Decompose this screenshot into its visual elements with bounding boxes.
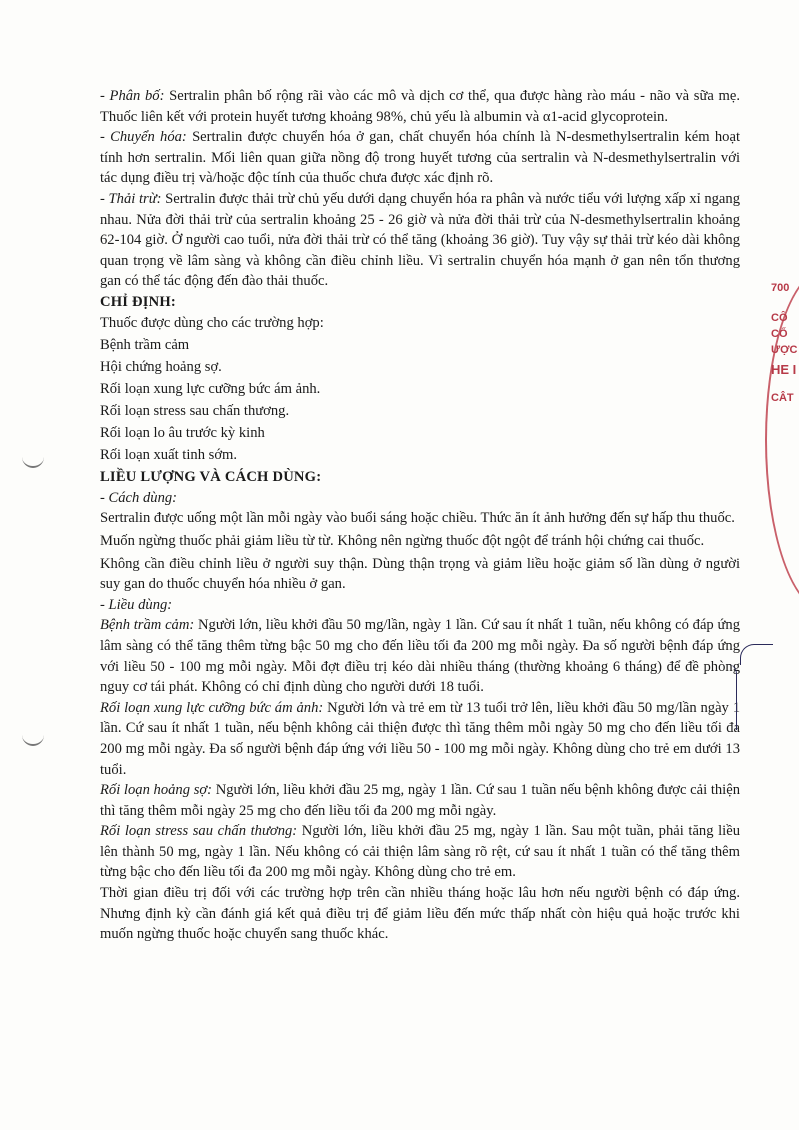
handwritten-pen-mark	[718, 664, 737, 730]
paragraph-elimination: - Thải trừ: Sertralin được thải trừ chủ yếu dưới dạng chuyển hóa ra phân và nước tiểu với lượng xấp xỉ ngang nhau. Nửa đời thải trừ của sertralin khoảng 25 - 26 giờ và nửa đời thải trừ của N-desmethylsertralin khoảng 62-104 giờ. Ở người cao tuổi, nửa đời thải trừ có thể tăng (khoảng 36 giờ). Tuy vậy sự thải trừ kéo dài không quan trọng về lâm sàng và không cần điều chỉnh liều. Vì sertralin chuyển hóa mạnh ở gan nên tổn thương gan có thể tác động đến đào thải thuốc.	[100, 190, 740, 290]
list-item: Rối loạn xung lực cưỡng bức ám ảnh.	[100, 380, 321, 397]
dose-text: Người lớn và trẻ em từ 13 tuổi trở lên, liều khởi đầu 50 mg/lần ngày 1 lần. Cứ sau ít nhất 1 tuần, nếu bệnh không cải thiện được thì tăng thêm mỗi ngày 50 mg cho đến liều tối đa 200 mg mỗi ngày. Đa số người bệnh đáp ứng với liều 50 - 100 mg mỗi ngày. Không dùng cho trẻ em dưới 13 tuổi.	[100, 699, 741, 778]
label-dose: Liều dùng:	[108, 596, 173, 613]
dose-label: Rối loạn xung lực cưỡng bức ám ảnh:	[100, 699, 324, 716]
indications-list	[100, 313, 740, 466]
list-item: Hội chứng hoảng sợ.	[100, 358, 222, 375]
punch-hole-mark-top	[22, 452, 44, 468]
stamp-text: HE I	[771, 362, 797, 377]
indications-intro: Thuốc được dùng cho các trường hợp:	[100, 314, 324, 331]
paragraph-usage: Không cần điều chỉnh liều ở người suy thận. Dùng thận trọng và giảm liều hoặc giảm số lần dùng ở người suy gan do thuốc chuyển hóa nhiều ở gan.	[100, 555, 740, 593]
label-distribution: Phân bố:	[109, 88, 165, 104]
list-item: Rối loạn lo âu trước kỳ kinh	[100, 425, 265, 441]
stamp-text: ƯỢC	[771, 344, 798, 356]
paragraph-closing: Thời gian điều trị đối với các trường hợp trên cần nhiều tháng hoặc lâu hơn nếu người bệnh có đáp ứng. Nhưng định kỳ cần đánh giá kết quả điều trị để giảm liều đến mức thấp nhất còn hiệu quả hoặc trước khi muốn ngừng thuốc hoặc chuyển sang thuốc khác.	[100, 885, 740, 943]
text-distribution: Sertralin phân bố rộng rãi vào các mô và dịch cơ thể, qua được hàng rào máu - não và sữa mẹ. Thuốc liên kết với protein huyết tương khoảng 98%, chủ yếu là albumin và α1-acid glycoprotein.	[100, 88, 740, 125]
text-metabolism: Sertralin được chuyển hóa ở gan, chất chuyển hóa chính là N-desmethylsertralin kém hoạt tính hơn sertralin. Mối liên quan giữa nồng độ trong huyết tương của sertralin và N-desmethylsertralin với tác dụng điều trị và/hoặc độc tính của thuốc chưa được xác định rõ.	[100, 129, 741, 187]
heading-indications: CHỈ ĐỊNH:	[100, 293, 176, 310]
paragraph-distribution: - Phân bố: Sertralin phân bố rộng rãi vào các mô và dịch cơ thể, qua được hàng rào máu - não và sữa mẹ. Thuốc liên kết với protein huyết tương khoảng 98%, chủ yếu là albumin và α1-acid glycoprotein.	[100, 88, 740, 125]
dose-label: Rối loạn hoảng sợ:	[100, 782, 213, 799]
label-metabolism: Chuyển hóa:	[110, 129, 187, 146]
subheading-usage: - Cách dùng:	[100, 489, 178, 506]
dose-text: Người lớn, liều khởi đầu 25 mg, ngày 1 lần. Sau một tuần, phải tăng liều lên thành 50 mg, ngày 1 lần. Nếu không có cải thiện lâm sàng rõ rệt, cứ sau ít nhất 1 tuần có thể tăng thêm từng bậc cho đến liều tối đa 200 mg mỗi ngày. Không dùng cho trẻ em.	[100, 823, 741, 881]
subheading-dose: - Liều dùng:	[100, 596, 173, 613]
stamp-text: CỔ	[771, 328, 788, 340]
paragraph-usage: Sertralin được uống một lần mỗi ngày vào buổi sáng hoặc chiều. Thức ăn ít ảnh hưởng đến sự hấp thu thuốc.	[100, 510, 735, 527]
dose-text: Người lớn, liều khởi đầu 50 mg/lần, ngày 1 lần. Cứ sau ít nhất 1 tuần, nếu không có đáp ứng lâm sàng có thể tăng thêm từng bậc 50 mg cho đến liều tối đa 200 mg mỗi ngày. Đa số người bệnh đáp ứng với liều 50 - 100 mg mỗi ngày. Mỗi đợt điều trị kéo dài nhiều tháng (thường khoảng 6 tháng) để đề phòng nguy cơ tái phát. Không có chỉ định dùng cho người dưới 18 tuổi.	[100, 617, 740, 696]
paragraph-usage: Muốn ngừng thuốc phải giảm liều từ từ. Không nên ngừng thuốc đột ngột để tránh hội chứng cai thuốc.	[100, 532, 705, 549]
list-item: Bệnh trầm cảm	[100, 336, 190, 353]
label-elimination: Thải trừ:	[108, 190, 162, 207]
dose-text: Người lớn, liều khởi đầu 25 mg, ngày 1 lần. Cứ sau 1 tuần nếu bệnh không được cải thiện thì tăng thêm mỗi ngày 25 mg cho đến liều tối đa 200 mg mỗi ngày.	[100, 782, 741, 819]
list-item: Rối loạn xuất tinh sớm.	[100, 447, 238, 464]
stamp-text: 700	[771, 282, 790, 294]
heading-dosage: LIỀU LƯỢNG VÀ CÁCH DÙNG:	[100, 469, 322, 486]
handwritten-pen-mark	[740, 644, 773, 665]
dose-label: Bệnh trầm cảm:	[100, 617, 195, 634]
paragraph-dose	[100, 780, 740, 821]
red-stamp-partial	[765, 268, 799, 628]
paragraph-metabolism: - Chuyển hóa: Sertralin được chuyển hóa ở gan, chất chuyển hóa chính là N-desmethylsertralin kém hoạt tính hơn sertralin. Mối liên quan giữa nồng độ trong huyết tương của sertralin và N-desmethylsertralin với tác dụng điều trị và/hoặc độc tính của thuốc chưa được xác định rõ.	[100, 129, 741, 187]
paragraph-dose	[100, 615, 740, 697]
stamp-text: CÂT	[771, 392, 794, 404]
text-elimination: Sertralin được thải trừ chủ yếu dưới dạng chuyển hóa ra phân và nước tiểu với lượng xấp xỉ ngang nhau. Nửa đời thải trừ của sertralin khoảng 25 - 26 giờ và nửa đời thải trừ của N-desmethylsertralin khoảng 62-104 giờ. Ở người cao tuổi, nửa đời thải trừ có thể tăng (khoảng 36 giờ). Tuy vậy sự thải trừ kéo dài không quan trọng về lâm sàng và không cần điều chỉnh liều. Vì sertralin chuyển hóa mạnh ở gan nên tổn thương gan có thể tác động đến đào thải thuốc.	[100, 190, 740, 290]
list-item: Rối loạn stress sau chấn thương.	[100, 402, 290, 419]
stamp-text: CÔ	[771, 312, 788, 324]
label-usage: Cách dùng:	[108, 489, 178, 506]
document-page	[100, 86, 740, 945]
paragraph-dose	[100, 821, 740, 883]
paragraph-dose	[100, 698, 740, 780]
dose-label: Rối loạn stress sau chấn thương:	[100, 823, 298, 840]
punch-hole-mark-bottom	[22, 730, 44, 746]
